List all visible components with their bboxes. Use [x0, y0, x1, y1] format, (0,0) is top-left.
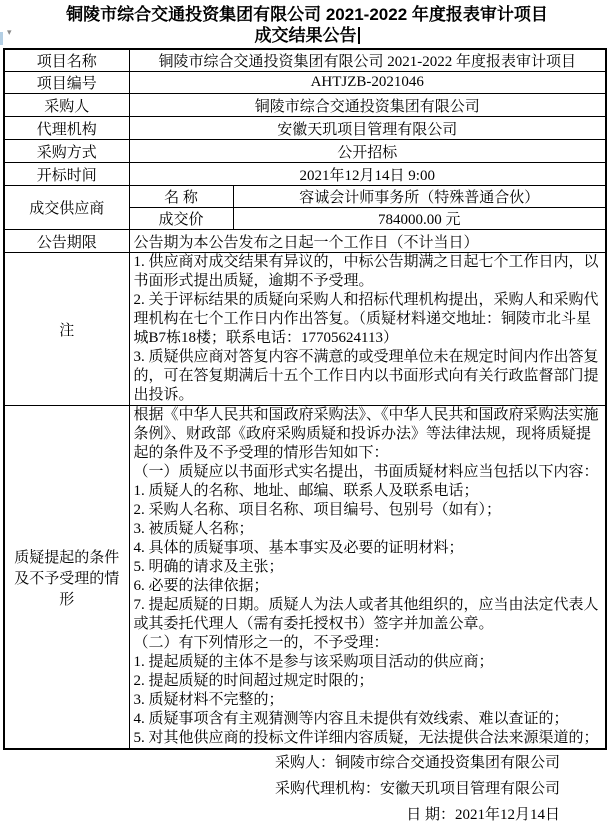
table-row [4, 186, 606, 208]
objection-paragraph: 6. 必要的法律依据； [133, 578, 269, 594]
objection-paragraph: 5. 对其他供应商的投标文件详细内容质疑，无法提供合法来源渠道的； [133, 730, 599, 746]
row-value-project-name: 铜陵市综合交通投资集团有限公司 2021-2022 年度报表审计项目 [129, 49, 606, 72]
title-line-1: 铜陵市综合交通投资集团有限公司 2021-2022 年度报表审计项目 [66, 5, 548, 24]
row-label-announcement-period: 公告期限 [4, 230, 129, 253]
title-line-2: 成交结果公告 [254, 26, 357, 45]
supplier-price-value: 784000.00 元 [233, 208, 606, 230]
objection-paragraph: 4. 具体的质疑事项、基本事实及必要的证明材料； [133, 540, 464, 556]
table-row [4, 94, 606, 117]
row-label-procurement-method: 采购方式 [4, 140, 129, 163]
objection-paragraph: 1. 质疑人的名称、地址、邮编、联系人及联系电话； [133, 483, 479, 499]
objection-paragraph: （二）有下列情形之一的，不予受理： [133, 635, 389, 651]
footer-agency: 采购代理机构：安徽天玑项目管理有限公司 [274, 781, 560, 797]
row-label-project-number: 项目编号 [4, 72, 129, 94]
table-row [4, 406, 606, 750]
announcement-table [3, 48, 607, 750]
objection-paragraph: 根据《中华人民共和国政府采购法》、《中华人民共和国政府采购法实施条例》、财政部《政府采购质疑和投诉办法》等法律法规，现将质疑提起的条件及不予受理的情形告知如下： [133, 407, 599, 461]
footer-purchaser: 采购人：铜陵市综合交通投资集团有限公司 [274, 755, 560, 771]
row-label-project-name: 项目名称 [4, 49, 129, 72]
table-row [4, 72, 606, 94]
row-value-objection-conditions [129, 406, 606, 750]
row-label-note: 注 [4, 253, 129, 406]
signature-block [0, 750, 560, 828]
table-row [4, 163, 606, 186]
table-row [4, 117, 606, 140]
ruler-artifact [0, 32, 3, 45]
text-cursor [358, 27, 360, 44]
objection-paragraph: （一）质疑应以书面形式实名提出，书面质疑材料应当包括以下内容： [133, 464, 599, 480]
row-value-agency: 安徽天玑项目管理有限公司 [129, 117, 606, 140]
row-label-agency: 代理机构 [4, 117, 129, 140]
row-value-procurement-method: 公开招标 [129, 140, 606, 163]
row-label-purchaser: 采购人 [4, 94, 129, 117]
note-paragraph: 2. 关于评标结果的质疑向采购人和招标代理机构提出，采购人和采购代理机构在七个工作日内作出答复。（质疑材料递交地址：铜陵市北斗星城B7栋18楼；联系电话：17705624113） [133, 292, 599, 346]
row-value-bid-opening-time: 2021年12月14日 9:00 [129, 163, 606, 186]
objection-paragraph: 4. 质疑事项含有主观猜测等内容且未提供有效线索、难以查证的； [133, 711, 569, 727]
objection-paragraph: 2. 提起质疑的时间超过规定时限的； [133, 673, 374, 689]
objection-paragraph: 3. 质疑材料不完整的； [133, 692, 284, 708]
table-row [4, 49, 606, 72]
note-paragraph: 3. 质疑供应商对答复内容不满意的或受理单位未在规定时间内作出答复的，可在答复期满后十五个工作日内以书面形式向有关行政监督部门提出投诉。 [133, 349, 599, 403]
document-page[interactable] [0, 4, 614, 827]
table-row [4, 230, 606, 253]
table-row [4, 140, 606, 163]
supplier-name-label: 名 称 [129, 186, 233, 208]
supplier-price-label: 成交价 [129, 208, 233, 230]
footer-date: 日 期：2021年12月14日 [406, 807, 560, 823]
supplier-name-value: 容诚会计师事务所（特殊普通合伙） [233, 186, 606, 208]
row-label-winning-supplier: 成交供应商 [4, 186, 129, 230]
row-label-bid-opening-time: 开标时间 [4, 163, 129, 186]
objection-paragraph: 5. 明确的请求及主张； [133, 559, 284, 575]
row-value-purchaser: 铜陵市综合交通投资集团有限公司 [129, 94, 606, 117]
objection-paragraph: 1. 提起质疑的主体不是参与该采购项目活动的供应商； [133, 654, 494, 670]
objection-paragraph: 7. 提起质疑的日期。质疑人为法人或者其他组织的，应当由法定代表人或其委托代理人（需有委托授权书）签字并加盖公章。 [133, 597, 599, 632]
note-paragraph: 1. 供应商对成交结果有异议的，中标公告期满之日起七个工作日内，以书面形式提出质疑，逾期不予受理。 [133, 254, 599, 289]
objection-paragraph: 3. 被质疑人名称； [133, 521, 254, 537]
row-value-announcement-period: 公告期为本公告发布之日起一个工作日（不计当日） [129, 230, 606, 253]
row-value-project-number: AHTJZB-2021046 [129, 72, 606, 94]
document-title [0, 4, 614, 46]
table-row [4, 253, 606, 406]
row-value-note [129, 253, 606, 406]
row-label-objection-conditions: 质疑提起的条件及不予受理的情形 [4, 406, 129, 750]
objection-paragraph: 2. 采购人名称、项目名称、项目编号、包别号（如有）； [133, 502, 502, 518]
dropdown-arrow-icon: ▾ [7, 28, 12, 38]
